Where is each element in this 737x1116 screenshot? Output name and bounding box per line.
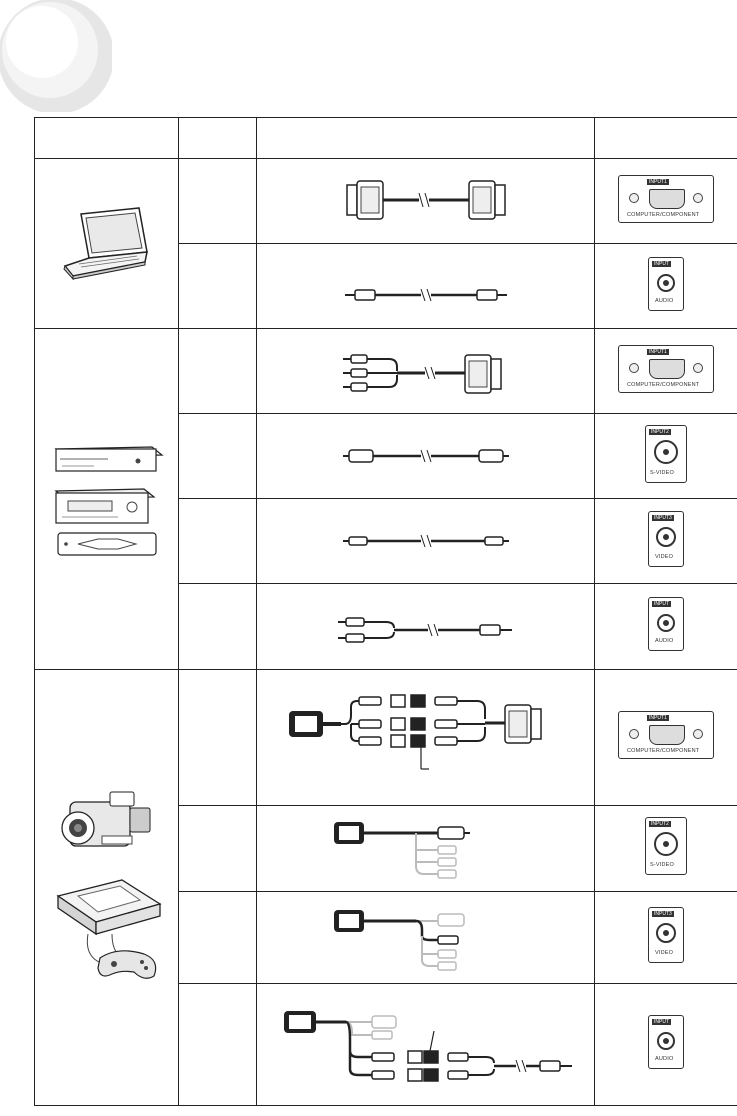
vga-port-panel (618, 711, 714, 759)
corner-badge-graphic (0, 0, 112, 112)
terminal-cell (179, 670, 257, 806)
port-cell (595, 244, 737, 329)
port-cell (595, 329, 737, 414)
header-equipment (35, 118, 179, 159)
header-projector-terminal (595, 118, 737, 159)
video-port-panel (648, 511, 684, 567)
audio-jack-icon (657, 614, 675, 632)
av-component-adapter-icon (281, 683, 571, 793)
screw-icon (629, 729, 639, 739)
cable-cell-av-adapter-vga (257, 670, 595, 806)
cable-cell-rca3-vga (257, 329, 595, 414)
cable-cell-av-audio (257, 984, 595, 1106)
screw-icon (629, 193, 639, 203)
rca-cable-icon (341, 521, 511, 561)
vga-jack-icon (649, 359, 685, 379)
audio-port-panel (648, 1015, 684, 1069)
audio-jack-icon (657, 274, 675, 292)
port-cell (595, 499, 737, 584)
port-tag: INPUT (654, 260, 669, 267)
camcorder-console-icon (48, 788, 166, 988)
connection-table (34, 117, 737, 1106)
minijack-cable-icon (341, 261, 511, 311)
audio-jack-icon (657, 1032, 675, 1050)
table-row (35, 670, 737, 806)
vga-jack-icon (649, 725, 685, 745)
audio-port-panel (648, 257, 684, 311)
av-svideo-cable-icon (326, 814, 526, 884)
cable-cell-minijack (257, 244, 595, 329)
av-audio-cable-icon (276, 995, 576, 1095)
port-tag: INPUT2 (651, 428, 669, 435)
terminal-cell (179, 499, 257, 584)
vga-port-panel (618, 175, 714, 223)
cable-cell-vga (257, 159, 595, 244)
screw-icon (693, 193, 703, 203)
port-label: COMPUTER/COMPONENT (627, 381, 700, 388)
svideo-port-panel (645, 817, 687, 875)
port-cell (595, 414, 737, 499)
port-cell (595, 984, 737, 1106)
port-tag: INPUT1 (649, 348, 667, 355)
rca-minijack-cable-icon (336, 602, 516, 652)
cable-cell-rca (257, 499, 595, 584)
screw-icon (693, 363, 703, 373)
port-tag: INPUT3 (654, 911, 672, 917)
video-jack-icon (656, 923, 676, 943)
terminal-cell (179, 414, 257, 499)
device-cell-camcorder (35, 670, 179, 1106)
vga-cable-icon (341, 173, 511, 229)
port-cell (595, 159, 737, 244)
terminal-cell (179, 159, 257, 244)
video-port-panel (648, 907, 684, 963)
svideo-jack-icon (654, 832, 678, 856)
port-tag: INPUT2 (651, 821, 669, 827)
table-row (35, 329, 737, 414)
port-cell (595, 806, 737, 892)
component-cable-icon (341, 341, 511, 401)
svideo-port-panel (645, 425, 687, 483)
vga-jack-icon (649, 189, 685, 209)
port-tag: INPUT (654, 1019, 669, 1025)
port-cell (595, 892, 737, 984)
header-terminal (179, 118, 257, 159)
video-jack-icon (656, 527, 676, 547)
port-tag: INPUT1 (649, 178, 667, 185)
port-cell (595, 670, 737, 806)
cable-cell-av-svideo (257, 806, 595, 892)
terminal-cell (179, 244, 257, 329)
port-tag: INPUT (654, 601, 669, 607)
table-row (35, 159, 737, 244)
cable-cell-rca2-minijack (257, 584, 595, 670)
screw-icon (693, 729, 703, 739)
terminal-cell (179, 806, 257, 892)
port-label: VIDEO (655, 950, 674, 956)
port-label: AUDIO (655, 1056, 674, 1062)
port-label: COMPUTER/COMPONENT (627, 748, 700, 754)
terminal-cell (179, 984, 257, 1106)
port-cell (595, 584, 737, 670)
av-video-cable-icon (326, 900, 526, 976)
terminal-cell (179, 584, 257, 670)
terminal-cell (179, 329, 257, 414)
port-label: COMPUTER/COMPONENT (627, 211, 700, 218)
svideo-jack-icon (654, 440, 678, 464)
laptop-icon (59, 204, 155, 284)
terminal-cell (179, 892, 257, 984)
table-header-row (35, 118, 737, 159)
screw-icon (629, 363, 639, 373)
port-label: AUDIO (655, 297, 674, 304)
port-label: AUDIO (655, 638, 674, 644)
port-label: S-VIDEO (650, 469, 675, 476)
port-label: VIDEO (655, 553, 674, 560)
device-cell-av (35, 329, 179, 670)
audio-port-panel (648, 597, 684, 651)
header-cable (257, 118, 595, 159)
port-tag: INPUT1 (649, 715, 667, 721)
device-cell-computer (35, 159, 179, 329)
av-stack-icon (48, 429, 166, 569)
cable-cell-svideo (257, 414, 595, 499)
port-tag: INPUT3 (654, 514, 672, 521)
vga-port-panel (618, 345, 714, 393)
svideo-cable-icon (341, 436, 511, 476)
port-label: S-VIDEO (650, 862, 675, 868)
cable-cell-av-video (257, 892, 595, 984)
